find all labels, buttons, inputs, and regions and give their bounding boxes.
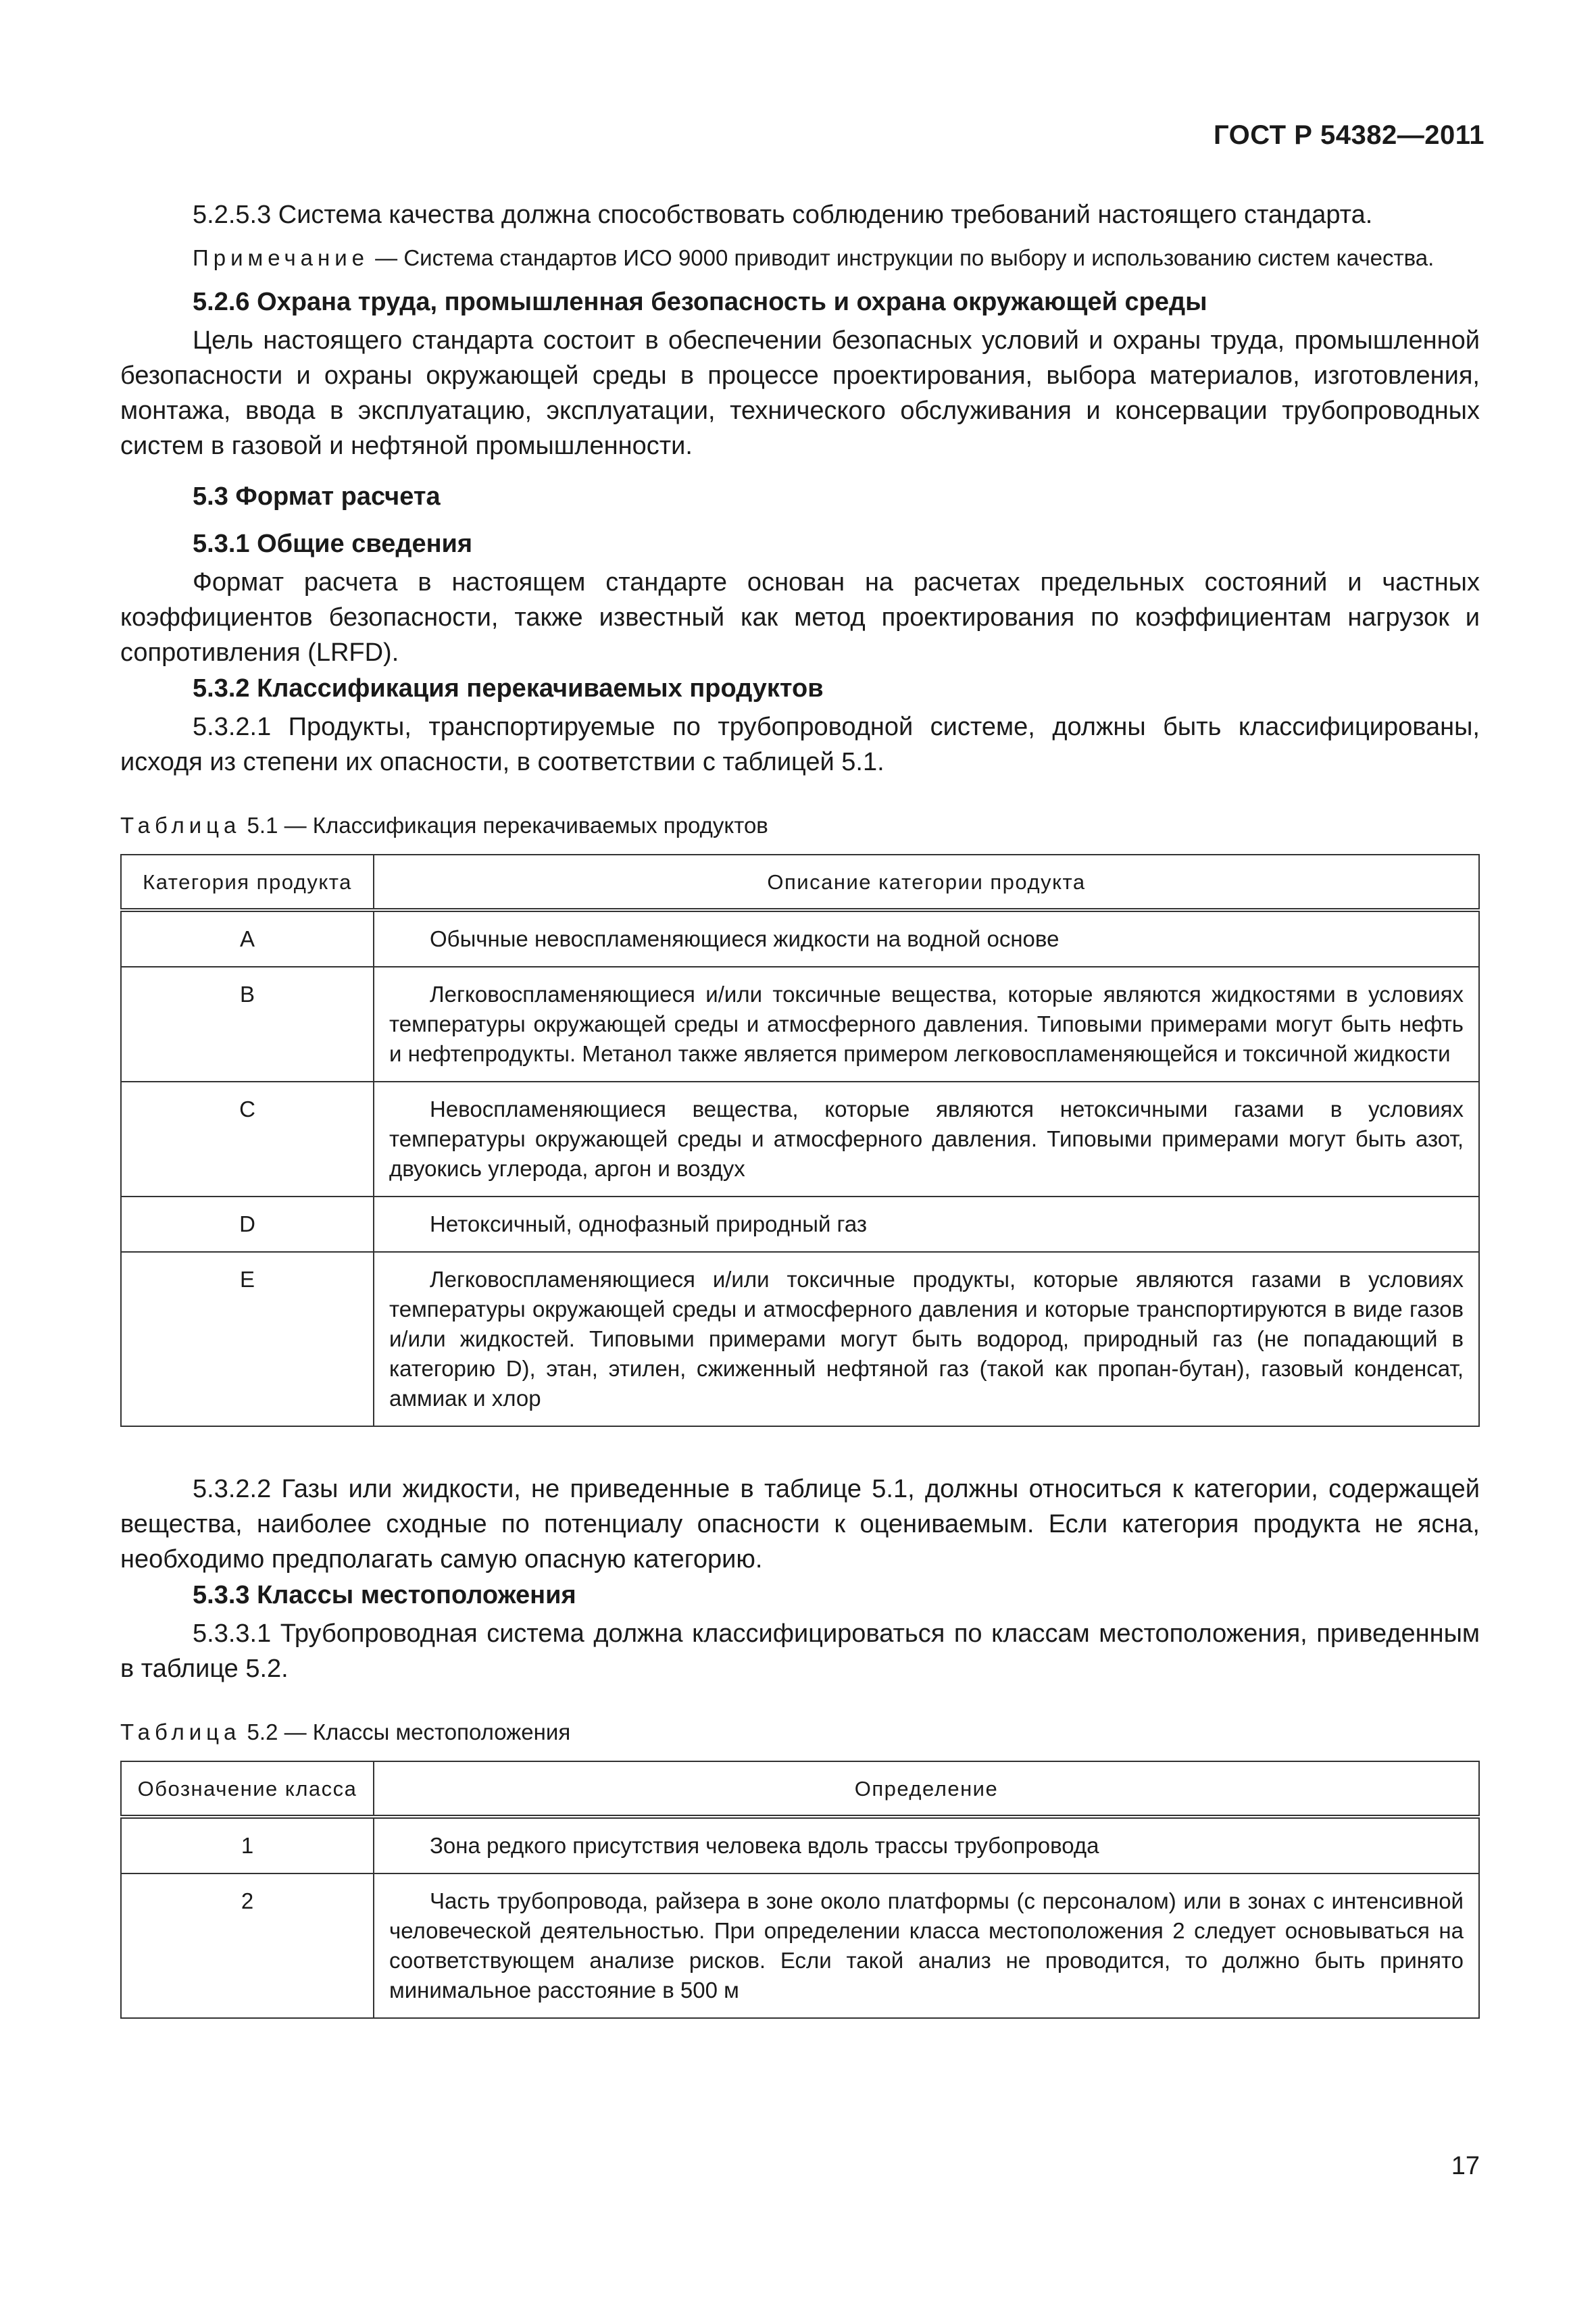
table-cell-description: Легковоспламеняющиеся и/или токсичные вещества, которые являются жидкостями в условиях температуры окружающей среды и атмосферного давления. Типовыми примерами могут быть нефть и нефтепродукты. Метанол также является примером легковоспламеняющейся и токсичной жидкости xyxy=(374,967,1479,1082)
table-5-1-caption-label: Таблица xyxy=(120,813,241,838)
table-cell-category: C xyxy=(121,1082,374,1197)
table-cell-description: Легковоспламеняющиеся и/или токсичные продукты, которые являются газами в условиях температуры окружающей среды и атмосферного давления и которые транспортируются в виде газов и/или жидкостей. Типовыми примерами могут быть водород, природный газ (не попадающий в категорию D), этан, этилен, сжиженный нефтяной газ (такой как пропан-бутан), газовый конденсат, аммиак и хлор xyxy=(374,1252,1479,1426)
table-cell-category: B xyxy=(121,967,374,1082)
paragraph-5-3-1: Формат расчета в настоящем стандарте основан на расчетах предельных состояний и частных коэффициентов безопасности, также известный как метод проектирования по коэффициентам нагрузок и сопротивления (LRFD). xyxy=(120,568,1480,667)
table-cell-class: 1 xyxy=(121,1817,374,1873)
table-5-2-caption-text: 5.2 — Классы местоположения xyxy=(241,1719,571,1744)
note xyxy=(120,242,1480,274)
table-row xyxy=(121,1197,1479,1252)
table-5-1 xyxy=(120,854,1480,1427)
table-cell-definition: Зона редкого присутствия человека вдоль трассы трубопровода xyxy=(374,1817,1479,1873)
table-row xyxy=(121,1817,1479,1873)
table-cell-class: 2 xyxy=(121,1873,374,2018)
table-col-header-definition: Определение xyxy=(374,1761,1479,1817)
document-header: ГОСТ Р 54382—2011 xyxy=(1214,120,1485,150)
paragraph-5-3-3-1: 5.3.3.1 Трубопроводная система должна классифицироваться по классам местоположения, приведенным в таблице 5.2. xyxy=(120,1619,1480,1683)
table-cell-category: A xyxy=(121,910,374,967)
table-row xyxy=(121,1873,1479,2018)
table-5-1-caption xyxy=(120,811,1480,840)
table-5-1-caption-text: 5.1 — Классификация перекачиваемых продуктов xyxy=(241,813,768,838)
table-row xyxy=(121,910,1479,967)
table-row xyxy=(121,1252,1479,1426)
note-text: — Система стандартов ИСО 9000 приводит инструкции по выбору и использованию систем качества. xyxy=(369,245,1435,270)
heading-5-3-2: 5.3.2 Классификация перекачиваемых продуктов xyxy=(193,674,824,703)
table-5-2 xyxy=(120,1761,1480,2019)
table-row xyxy=(121,1082,1479,1197)
table-row xyxy=(121,967,1479,1082)
heading-5-2-6: 5.2.6 Охрана труда, промышленная безопасность и охрана окружающей среды xyxy=(193,288,1207,316)
table-col-header-description: Описание категории продукта xyxy=(374,855,1479,910)
table-header-row xyxy=(121,855,1479,910)
paragraph-5-2-6: Цель настоящего стандарта состоит в обеспечении безопасных условий и охраны труда, промышленной безопасности и охраны окружающей среды в процессе проектирования, выбора материалов, изготовления, монтажа, ввода в эксплуатацию, эксплуатации, технического обслуживания и консервации трубопроводных систем в газовой и нефтяной промышленности. xyxy=(120,326,1480,460)
page-content xyxy=(120,197,1480,2019)
table-cell-category: D xyxy=(121,1197,374,1252)
heading-5-3: 5.3 Формат расчета xyxy=(193,482,441,511)
note-label: Примечание xyxy=(193,245,370,270)
page-number: 17 xyxy=(1451,2152,1480,2180)
table-cell-definition: Часть трубопровода, райзера в зоне около платформы (с персоналом) или в зонах с интенсивной человеческой деятельностью. При определении класса местоположения 2 следует основываться на соответствующем анализе рисков. Если такой анализ не проводится, то должно быть принято минимальное расстояние в 500 м xyxy=(374,1873,1479,2018)
table-cell-description: Нетоксичный, однофазный природный газ xyxy=(374,1197,1479,1252)
table-col-header-class: Обозначение класса xyxy=(121,1761,374,1817)
paragraph-5-2-5-3: 5.2.5.3 Система качества должна способствовать соблюдению требований настоящего стандарта. xyxy=(193,201,1373,229)
table-col-header-category: Категория продукта xyxy=(121,855,374,910)
heading-5-3-3: 5.3.3 Классы местоположения xyxy=(193,1581,576,1609)
heading-5-3-1: 5.3.1 Общие сведения xyxy=(193,530,473,558)
table-5-2-caption xyxy=(120,1717,1480,1747)
paragraph-5-3-2-2: 5.3.2.2 Газы или жидкости, не приведенные в таблице 5.1, должны относиться к категории, содержащей вещества, наиболее сходные по потенциалу опасности к оцениваемым. Если категория продукта не ясна, необходимо предполагать самую опасную категорию. xyxy=(120,1475,1480,1574)
table-cell-description: Обычные невоспламеняющиеся жидкости на водной основе xyxy=(374,910,1479,967)
table-cell-category: E xyxy=(121,1252,374,1426)
table-cell-description: Невоспламеняющиеся вещества, которые являются нетоксичными газами в условиях температуры окружающей среды и атмосферного давления. Типовыми примерами могут быть азот, двуокись углерода, аргон и воздух xyxy=(374,1082,1479,1197)
table-header-row xyxy=(121,1761,1479,1817)
table-5-2-caption-label: Таблица xyxy=(120,1719,241,1744)
paragraph-5-3-2-1: 5.3.2.1 Продукты, транспортируемые по трубопроводной системе, должны быть классифицированы, исходя из степени их опасности, в соответствии с таблицей 5.1. xyxy=(120,713,1480,776)
